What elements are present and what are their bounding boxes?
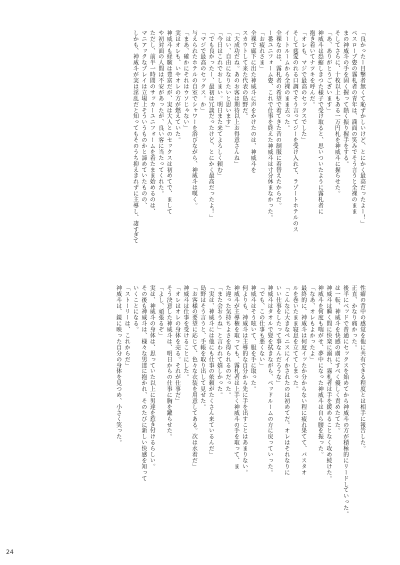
bottom-text-block: 性癖の背中の感覚を他に共有できる程度とは相手に報告した。 正直、かなり痛かった。 後半にベッドで普通にセックスを始めてから神威斗の方が積極的にリードしていった。 は一転、神威斗を快感の虜にすべく優しく責めたてた。 神威斗は瞬く間に快楽に溺れ、霧札者は手を緩めることなく攻め続けた。 神威斗を何度も喘がせ、夢中になった神威斗は自ら腰を振った。 「なあ、オレもよかったよ」 最終的に、神威斗は何度イッたか分からない程に疲れ果てて、バスタオ ルを巻いたまま寝息を立ててしまった。 「こんなに大きなペニスにイかされたのは初めてだ。オレはそれなりに いい仕事をしたって事なんだろうな」 神威斗はタオルで髪を拭きながら、ベッドルームの方に戻っていった。 「でも、この仕事も悪くない」 神威斗はそう呟いて、服を手に取った。 何よりも、神威斗は主導的な自分から先に手を出すことはあまりない。 神威斗が主導権を取っても、霧札者は上手く神威斗の手を取って、ま た違った気持ちよさを得られるのだった。 「また会おうね」と言われて嬉しかった。 「実は、神威斗には他にも仕事の依頼がたくさん来ているんだ」 島野はそう言うと、手帳を取り出して見せた。 「お客様の要望に応じて、色々な衣装を用意してある。次は水着だ」 神威斗は仕事を受けることにした。 「オレはオレの身体を売る。それが仕事だ」 そう決意した神威斗は、明日からの仕事に胸を躍らせた。 「よし、頑張るぞ」 実は、神威斗の身体は、思っていた以上に男達を惹き付けるらしい。 その後も神威斗は、様々な男達に抱かれ、そのたびに新しい快感を知って いくことになる。 「ストーリーは、これからだ」 神威斗は、鏡に映った自分の身体を見つめ、小さく笑った。 (115, 285, 365, 518)
top-text-block: 「良かったー目撃者無くて恥ずかしいけど、とにかく最高だったよー！」 ベスローブ姿の霧札者の青年は、満面の笑みでそう言うと全裸のまま まの神威斗の手を固く握って熱く振り握手をする。 そしてさらに、十枚以上もある一万円札を神威斗に握らせた。 「あ、ありがとうございます」 神威斗は恐縮しきつた様子で受け取ると、思いついたように霧札者に 抱き着いてナツキを呼んだ。 「オレも、マジで最高のセックスでした」 そして慈愛のれる口調でそう言ってジーを受け入れて、ラゾートホテルのス イートルームから全裸のまま去った。 全裸なのは、霧札者の希望で着てきた昔の制服に着替えたからだ。 ー番ユニフォーム姿、これで仕事を終えた神威斗は寸分休まなかった。 「お疲れさま」 全裸で廊下に出た神威斗に声をかけたのは、神威斗を スカウトして来た代表の島野だ。 「大成功だね。あのお客は期待以上お得意さんね」 「はい、自由になりたいと思います」 「今日はこれでおしまい。明日また来てよろしく頼む」 「でも良かったー、最初は冗談だったけど、とにかく最高だったよ！」 「マジで最高のセックス。か」 与えられたホテルの自室でシャワーを浴びながら、神威斗は嘆く。 「まあ、確かにそれはウソじゃない」 実はオレも、いやオレの方が燃えていた。 神威斗も経験は豊富だが、実は大人とのセックスは初めてで、まして や初対面の人間は不安があったが、良い客に当たってくれた。 ただし、前半一時間のサッカーユニフォームを着たまま始めるのは、 マニアックなプレイは立場上そういうものかと諦めていたものの、 しかも、神威斗が実は淫乱だと知ってもそのうち抑えきれずに主導し、凄すぎて (132, 30, 365, 245)
page-number: 24 (6, 549, 14, 556)
